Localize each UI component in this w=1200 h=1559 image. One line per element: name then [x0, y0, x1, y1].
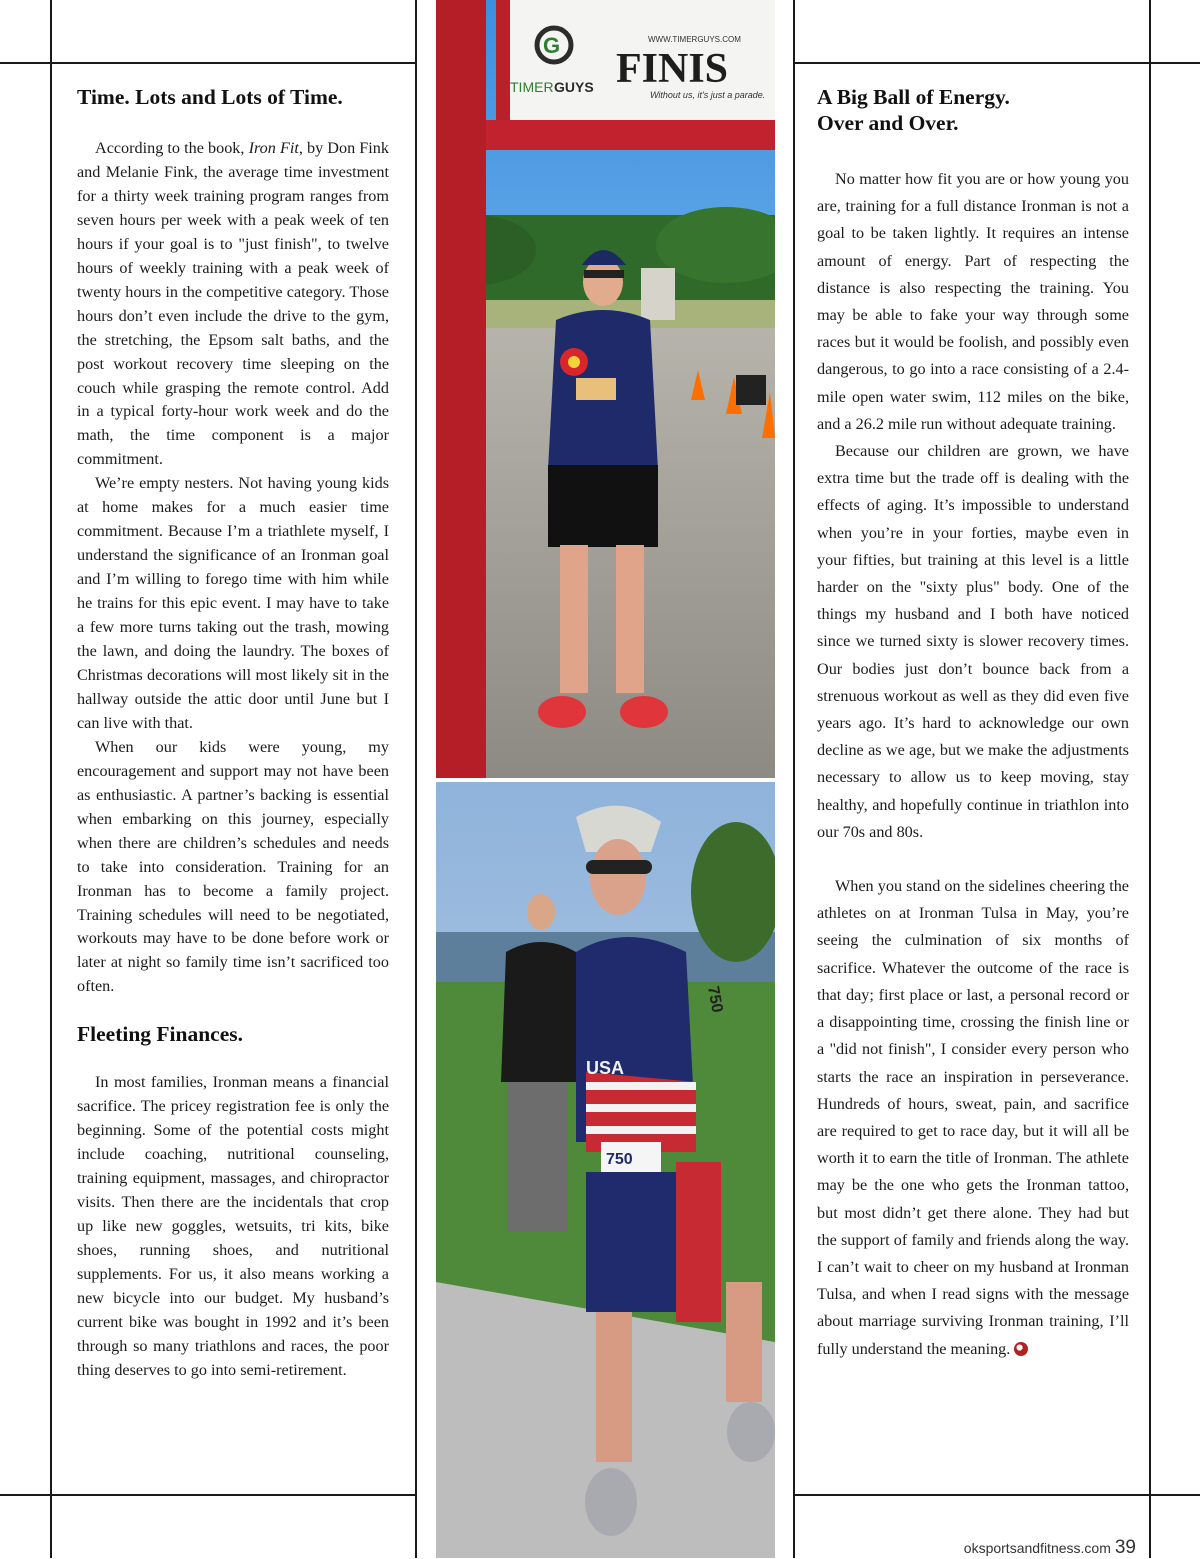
- heading-line: A Big Ball of Energy.: [817, 85, 1010, 109]
- paragraph: When our kids were young, my encouragement and support may not have been as enthusiastic. A partner’s backing is essential when embarking on this journey, especially when there are children’s schedules and needs to take into consideration. Training for an Ironman has to become a family project. Training schedules will need to be negotiated, workouts may have to be done before work or later at night so family time isn’t sacrificed too often.: [77, 737, 389, 996]
- rule-top-left: [0, 62, 417, 64]
- photo-finish-line: [436, 0, 775, 778]
- banner-finish: FINIS: [616, 46, 729, 92]
- paragraph: We’re empty nesters. Not having young kids at home makes for a much easier time commitment. Because I’m a triathlete myself, I understand the significance of an Ironman goal and I’m willing to forego time with him while he trains for this epic event. I may have to take a few more turns taking out the trash, mowing the lawn, and doing the laundry. The boxes of Christmas decorations will most likely sit in the hallway outside the attic door until June but I can live with that.: [77, 474, 389, 732]
- banner-brand: TIMER: [510, 79, 554, 95]
- banner-tagline: Without us, it’s just a parade.: [650, 90, 766, 100]
- page-footer: [964, 1537, 1136, 1559]
- footer-url: oksportsandfitness.com: [963, 1540, 1111, 1556]
- paragraph: In most families, Ironman means a financial sacrifice. The pricey registration fee is only the beginning. Some of the potential costs might include coaching, nutritional counseling, training equipment, massages, and chiropractor visits. Then there are the incidentals that crop up like new goggles, wetsuits, tri kits, bike shoes, running shoes, and nutritional supplements. For us, it also means working a new bicycle into our budget. My husband’s current bike was bought in 1992 and it’s been through so many triathlons and races, the poor thing deserves to go into semi-retirement.: [77, 1073, 389, 1379]
- jersey-text: USA: [586, 1058, 625, 1078]
- banner-url: WWW.TIMERGUYS.COM: [648, 35, 741, 44]
- text: When you stand on the sidelines cheering the athletes on at Ironman Tulsa in May, you’re seeing the culmination of six months of sacrifice. Whatever the outcome of the race is that day; first place or last, a personal record or a disappointing time, crossing the finish line or a "did not finish", I consider every person who starts the race an inspiration in perseverance. Hundreds of hours, sweat, pain, and sacrifice are required to get to race day, but it will all be worth it to earn the title of Ironman. The athlete may be the one who gets the Ironman tattoo, but most didn’t get there alone. They had but the support of family and friends along the way. I can’t wait to cheer on my husband at Ironman Tulsa, and when I read signs with the message about marriage surviving Ironman training, I’ll fully understand the meaning.: [817, 877, 1129, 1358]
- rule-bottom-right: [793, 1494, 1200, 1496]
- paragraph: No matter how fit you are or how young you are, training for a full distance Ironman is not a goal to be taken lightly. It requires an intense amount of energy. Part of respecting the distance is also respecting the training. You may be able to fake your way through some races but it would be foolish, and possibly even dangerous, to go into a race consisting of a 2.4-mile open water swim, 112 miles on the bike, and a 26.2 mile run without adequate training.: [817, 170, 1129, 433]
- text: , by Don Fink and Melanie Fink, the average time investment for a thirty week training program ranges from seven hours per week with a peak week of ten hours if your goal is to "just finish", to twelve hours of weekly training with a peak week of twenty hours in the competitive category. Those hours don’t even include the drive to the gym, the stretching, the Epsom salt baths, and the post workout recovery time sleeping on the couch while grasping the remote control. Add in a typical forty-hour work week and do the math, the time component is a major commitment.: [77, 139, 389, 469]
- left-column: [77, 84, 389, 1383]
- banner-brand-2: GUYS: [554, 79, 594, 95]
- right-column: [817, 84, 1129, 1363]
- heading-line: Over and Over.: [817, 111, 959, 135]
- heading-finances: Fleeting Finances.: [77, 1022, 244, 1047]
- paragraph: Because our children are grown, we have extra time but the trade off is dealing with the effects of aging. It’s impossible to understand when you’re in your forties, maybe even in your fifties, but training at this level is a little harder on the "sixty plus" body. One of the things my husband and I both have noticed since we turned sixty is slower recovery times. Our bodies just don’t bounce back from a strenuous workout as well as they did even five years ago. It’s hard to acknowledge our own decline as we age, but we make the adjustments necessary to allow us to keep moving, stay healthy, and hopefully continue in triathlon into our 70s and 80s.: [817, 442, 1129, 841]
- text: According to the book,: [95, 139, 249, 157]
- paragraph: [77, 137, 389, 472]
- rule-vert-1: [50, 0, 52, 1558]
- photo-running-athlete: [436, 782, 775, 1558]
- svg-text:G: G: [543, 33, 561, 58]
- rule-top-right: [793, 62, 1200, 64]
- rule-vert-3: [793, 0, 795, 1558]
- rule-bottom-left: [0, 1494, 417, 1496]
- page-number: 39: [1114, 1537, 1136, 1558]
- rule-vert-4: [1149, 0, 1151, 1558]
- bib-number: 750: [606, 1151, 633, 1168]
- paragraph: [817, 873, 1129, 1363]
- book-title: Iron Fit: [248, 139, 299, 157]
- heading-time: Time. Lots and Lots of Time.: [77, 85, 343, 109]
- heading-energy: [817, 84, 1129, 136]
- end-mark-icon: [1014, 1342, 1028, 1356]
- arm-number: 750: [704, 984, 726, 1014]
- rule-vert-2: [415, 0, 417, 1558]
